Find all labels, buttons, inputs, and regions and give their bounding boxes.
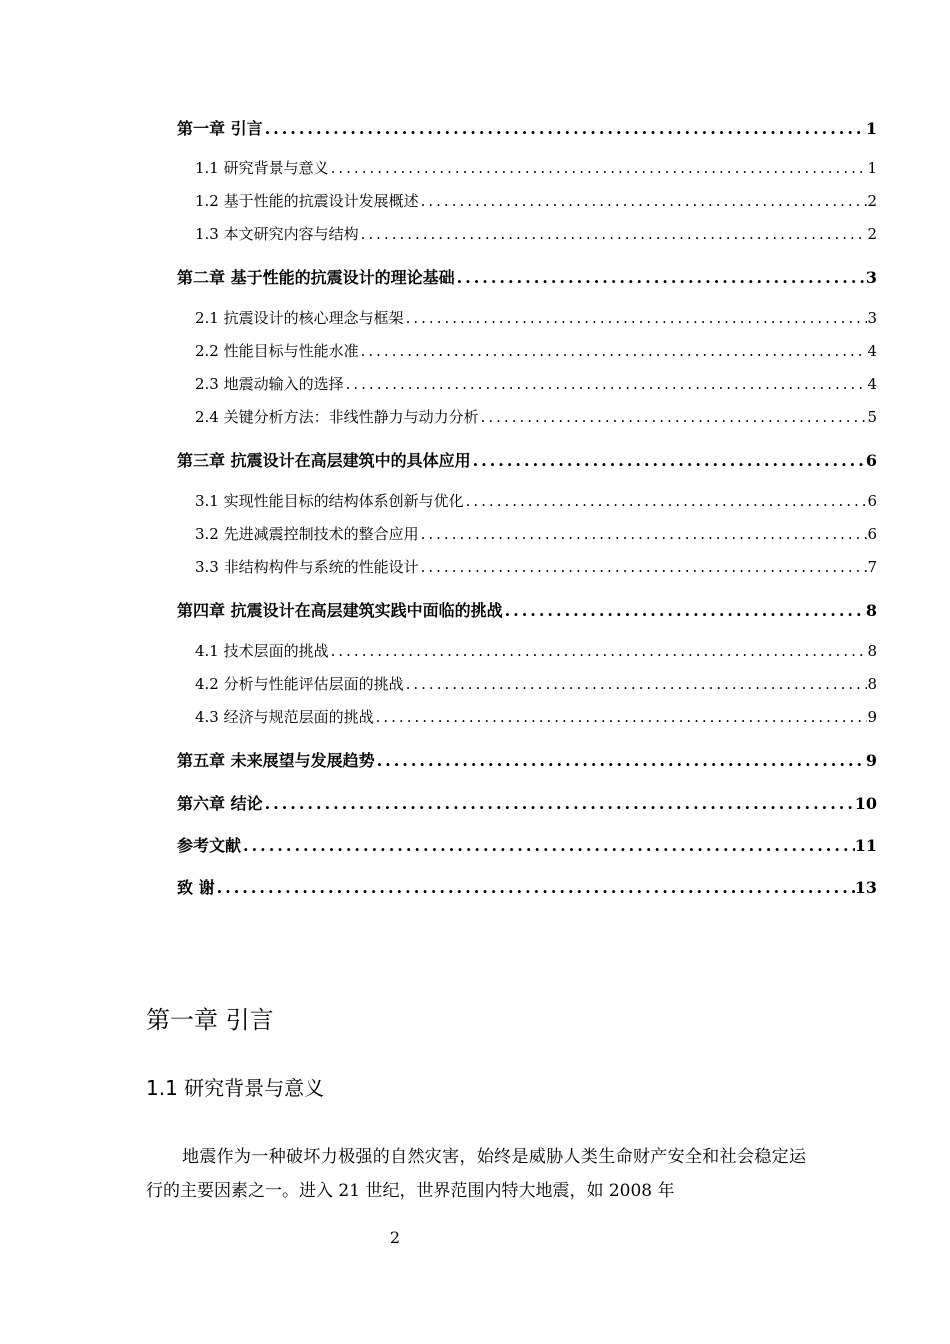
toc-section-entry[interactable]: [195, 373, 877, 399]
toc-entry-page: 4: [867, 342, 877, 360]
toc-section-entry[interactable]: [195, 406, 877, 432]
toc-entry-title: 第一章 引言: [177, 119, 263, 138]
toc-leader-dots: [375, 751, 866, 770]
toc-leader-dots: [263, 794, 855, 813]
toc-entry-page: 13: [854, 878, 877, 897]
toc-section-entry[interactable]: [195, 523, 877, 549]
toc-section-entry[interactable]: [195, 673, 877, 699]
toc-leader-dots: [329, 159, 868, 177]
toc-section-entry[interactable]: [195, 223, 877, 249]
toc-entry-page: 1: [867, 159, 877, 177]
toc-entry-title: 4.1 技术层面的挑战: [195, 642, 329, 660]
toc-section-entry[interactable]: [195, 340, 877, 366]
chapter-heading: 第一章 引言: [146, 1006, 274, 1034]
toc-section-entry[interactable]: [195, 307, 877, 333]
toc-chapter-entry[interactable]: [177, 875, 877, 901]
toc-entry-page: 7: [867, 558, 877, 576]
toc-chapter-entry[interactable]: [177, 116, 877, 142]
toc-entry-page: 10: [854, 794, 877, 813]
toc-section-entry[interactable]: [195, 190, 877, 216]
toc-leader-dots: [479, 408, 868, 426]
page-number: 2: [389, 1228, 401, 1247]
toc-chapter-entry[interactable]: [177, 448, 877, 474]
toc-leader-dots: [404, 309, 868, 327]
toc-entry-title: 2.4 关键分析方法：非线性静力与动力分析: [195, 408, 479, 426]
toc-chapter-entry[interactable]: [177, 598, 877, 624]
toc-entry-page: 6: [865, 451, 877, 470]
toc-leader-dots: [263, 119, 866, 138]
toc-section-entry[interactable]: [195, 706, 877, 732]
toc-section-entry[interactable]: [195, 640, 877, 666]
toc-section-entry[interactable]: [195, 490, 877, 516]
toc-entry-page: 5: [867, 408, 877, 426]
toc-chapter-entry[interactable]: [177, 748, 877, 774]
toc-entry-page: 4: [867, 375, 877, 393]
toc-entry-page: 8: [867, 675, 877, 693]
toc-entry-page: 11: [854, 836, 877, 855]
toc-entry-page: 2: [867, 192, 877, 210]
toc-entry-page: 8: [865, 601, 877, 620]
toc-entry-title: 第二章 基于性能的抗震设计的理论基础: [177, 268, 455, 287]
toc-entry-title: 3.1 实现性能目标的结构体系创新与优化: [195, 492, 464, 510]
toc-entry-title: 致 谢: [177, 878, 215, 897]
toc-entry-page: 8: [867, 642, 877, 660]
toc-leader-dots: [419, 192, 868, 210]
toc-entry-page: 2: [867, 225, 877, 243]
toc-section-entry[interactable]: [195, 157, 877, 183]
toc-entry-page: 3: [867, 309, 877, 327]
toc-leader-dots: [419, 525, 868, 543]
toc-entry-title: 4.3 经济与规范层面的挑战: [195, 708, 374, 726]
toc-leader-dots: [359, 225, 868, 243]
toc-entry-title: 3.2 先进减震控制技术的整合应用: [195, 525, 419, 543]
toc-entry-page: 3: [865, 268, 877, 287]
toc-chapter-entry[interactable]: [177, 265, 877, 291]
toc-entry-title: 2.3 地震动输入的选择: [195, 375, 344, 393]
toc-entry-title: 1.3 本文研究内容与结构: [195, 225, 359, 243]
toc-entry-title: 3.3 非结构构件与系统的性能设计: [195, 558, 419, 576]
toc-leader-dots: [455, 268, 866, 287]
toc-entry-page: 9: [865, 751, 877, 770]
toc-entry-title: 第三章 抗震设计在高层建筑中的具体应用: [177, 451, 471, 470]
toc-leader-dots: [503, 601, 866, 620]
toc-leader-dots: [404, 675, 868, 693]
toc-leader-dots: [419, 558, 868, 576]
toc-entry-title: 2.2 性能目标与性能水准: [195, 342, 359, 360]
toc-entry-title: 第五章 未来展望与发展趋势: [177, 751, 375, 770]
toc-entry-page: 6: [867, 525, 877, 543]
toc-leader-dots: [464, 492, 868, 510]
toc-entry-title: 1.2 基于性能的抗震设计发展概述: [195, 192, 419, 210]
toc-leader-dots: [329, 642, 868, 660]
toc-entry-title: 2.1 抗震设计的核心理念与框架: [195, 309, 404, 327]
toc-entry-page: 1: [865, 119, 877, 138]
toc-entry-page: 6: [867, 492, 877, 510]
toc-chapter-entry[interactable]: [177, 833, 877, 859]
toc-entry-title: 第四章 抗震设计在高层建筑实践中面临的挑战: [177, 601, 503, 620]
toc-leader-dots: [215, 878, 855, 897]
body-paragraph: 地震作为一种破坏力极强的自然灾害，始终是威胁人类生命财产安全和社会稳定运行的主要因素之一。进入 21 世纪，世界范围内特大地震，如 2008 年: [146, 1147, 806, 1201]
toc-leader-dots: [344, 375, 868, 393]
toc-entry-page: 9: [867, 708, 877, 726]
toc-leader-dots: [241, 836, 855, 855]
toc-leader-dots: [374, 708, 868, 726]
toc-leader-dots: [359, 342, 868, 360]
section-heading: 1.1 研究背景与意义: [146, 1076, 325, 1100]
toc-entry-title: 4.2 分析与性能评估层面的挑战: [195, 675, 404, 693]
toc-entry-title: 第六章 结论: [177, 794, 263, 813]
toc-section-entry[interactable]: [195, 556, 877, 582]
toc-chapter-entry[interactable]: [177, 791, 877, 817]
toc-leader-dots: [471, 451, 866, 470]
toc-entry-title: 1.1 研究背景与意义: [195, 159, 329, 177]
toc-entry-title: 参考文献: [177, 836, 242, 855]
